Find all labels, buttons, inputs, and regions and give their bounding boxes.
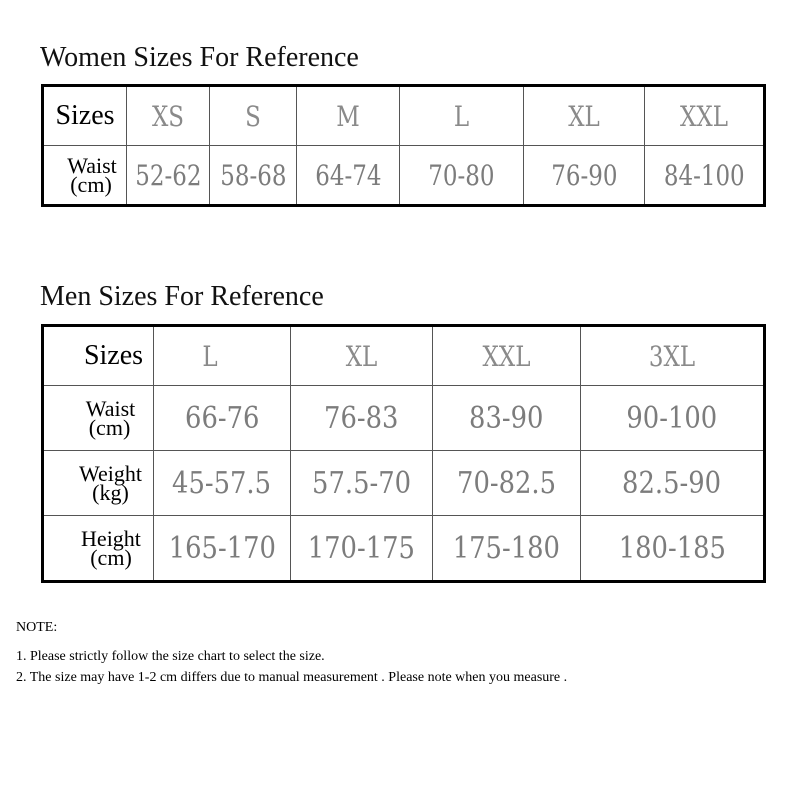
women-header-row	[43, 86, 765, 146]
men-height-label: Height (cm)	[43, 516, 154, 582]
women-size-table	[41, 84, 766, 207]
women-size-s: S	[210, 86, 297, 146]
men-weight-label: Weight (kg)	[43, 451, 154, 516]
table-cell: 165-170	[154, 516, 291, 582]
women-size-l: L	[400, 86, 524, 146]
table-cell: 84-100	[645, 146, 765, 206]
men-size-xl: XL	[291, 326, 433, 386]
women-size-xl: XL	[524, 86, 645, 146]
table-cell: 83-90	[433, 386, 581, 451]
women-waist-row	[43, 146, 765, 206]
men-size-xxl: XXL	[433, 326, 581, 386]
women-sizes-title: Women Sizes For Reference	[40, 42, 359, 73]
table-cell: 82.5-90	[581, 451, 765, 516]
table-cell: 70-82.5	[433, 451, 581, 516]
table-cell: 70-80	[400, 146, 524, 206]
men-size-table	[41, 324, 766, 583]
note-title: NOTE:	[16, 620, 58, 635]
men-weight-row	[43, 451, 765, 516]
table-cell: 66-76	[154, 386, 291, 451]
table-cell: 90-100	[581, 386, 765, 451]
table-cell: 175-180	[433, 516, 581, 582]
table-cell: 76-90	[524, 146, 645, 206]
table-cell: 170-175	[291, 516, 433, 582]
note-section	[16, 620, 567, 691]
table-cell: 76-83	[291, 386, 433, 451]
table-cell: 45-57.5	[154, 451, 291, 516]
table-cell: 58-68	[210, 146, 297, 206]
men-waist-label: Waist (cm)	[43, 386, 154, 451]
table-cell: 57.5-70	[291, 451, 433, 516]
note-line-1: 1. Please strictly follow the size chart to select the size.	[16, 649, 325, 664]
note-line-2: 2. The size may have 1-2 cm differs due to manual measurement . Please note when you measure .	[16, 670, 568, 685]
men-sizes-label: Sizes	[43, 326, 154, 386]
men-size-3xl: 3XL	[581, 326, 765, 386]
men-height-row	[43, 516, 765, 582]
table-cell: 64-74	[297, 146, 400, 206]
women-sizes-label: Sizes	[43, 86, 127, 146]
table-cell: 52-62	[127, 146, 210, 206]
women-waist-label: Waist (cm)	[43, 146, 127, 206]
women-size-m: M	[297, 86, 400, 146]
men-sizes-title: Men Sizes For Reference	[40, 281, 324, 312]
women-size-xxl: XXL	[645, 86, 765, 146]
women-size-xs: XS	[127, 86, 210, 146]
men-header-row	[43, 326, 765, 386]
table-cell: 180-185	[581, 516, 765, 582]
men-waist-row	[43, 386, 765, 451]
men-size-l: L	[154, 326, 291, 386]
